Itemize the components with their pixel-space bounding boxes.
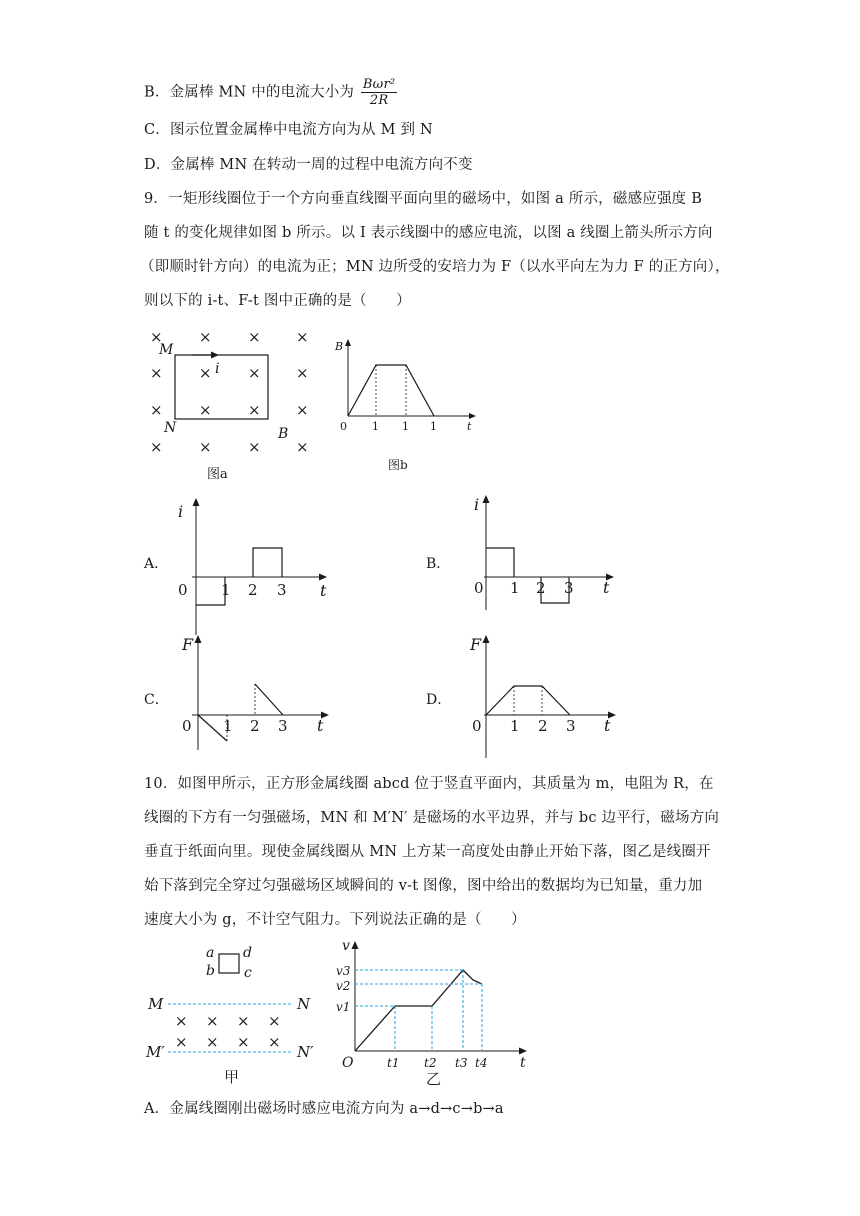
figure-jia-caption: 甲 <box>224 1068 240 1086</box>
tick-label: 1 <box>430 420 437 433</box>
x-label: t <box>317 716 324 735</box>
y-label: i <box>474 495 480 514</box>
label-b: b <box>206 963 215 979</box>
tick-label: 3 <box>564 579 574 597</box>
y-label: i <box>178 502 184 521</box>
label-a: a <box>206 945 215 961</box>
field-cross: × <box>248 438 261 456</box>
q9-option-b-label[interactable]: B． <box>426 556 451 572</box>
fraction-denominator: 2R <box>369 93 389 108</box>
y-label: F <box>470 635 482 654</box>
q9-option-d-label[interactable]: D． <box>426 692 452 708</box>
q9-option-c-graph[interactable] <box>174 630 344 760</box>
label-n: N <box>297 995 311 1013</box>
q9-line-2: 随 t 的变化规律如图 b 所示。以 I 表示线圈中的感应电流，以图 a 线圈上箭头所示方向 <box>144 225 713 241</box>
square-coil <box>219 954 239 973</box>
label-d: d <box>243 945 252 961</box>
tick-label: 2 <box>248 581 258 599</box>
field-cross: × <box>248 364 261 382</box>
fraction-numerator: Bωr² <box>362 77 396 92</box>
q8-option-d: D．金属棒 MN 在转动一周的过程中电流方向不变 <box>144 157 473 173</box>
tick-label: 1 <box>372 420 379 433</box>
q9-option-d-graph[interactable] <box>466 630 636 765</box>
field-cross: × <box>150 401 163 419</box>
i-t-curve <box>486 548 514 577</box>
q9-line-4: 则以下的 i-t、F-t 图中正确的是（ ） <box>144 293 411 309</box>
y-label: v <box>342 938 350 954</box>
tick-label: 0 <box>178 581 188 599</box>
field-cross: × <box>296 438 309 456</box>
x-label: t <box>604 716 611 735</box>
t1-label: t1 <box>387 1056 400 1070</box>
field-cross: × <box>268 1012 281 1030</box>
field-cross: × <box>296 328 309 346</box>
label-m: M <box>148 995 164 1013</box>
field-cross: × <box>150 328 163 346</box>
field-cross: × <box>150 438 163 456</box>
label-b-field: B <box>278 426 289 442</box>
label-n: N <box>164 420 177 436</box>
tick-label: 0 <box>340 420 347 433</box>
label-m-prime: M′ <box>146 1043 165 1061</box>
q10-figure-jia <box>140 940 320 1088</box>
q10-line-4: 始下落到完全穿过匀强磁场区域瞬间的 v-t 图像，图中给出的数据均为已知量，重力加 <box>144 878 703 894</box>
v3-label: v3 <box>336 964 351 978</box>
q10-line-2: 线圈的下方有一匀强磁场，MN 和 M′N′ 是磁场的水平边界，并与 bc 边平行，磁场方向 <box>144 810 720 826</box>
tick-label: 1 <box>510 717 520 735</box>
y-label: B <box>335 340 344 353</box>
tick-label: 2 <box>536 579 546 597</box>
q9-figure-b <box>330 335 480 470</box>
q8-option-b-text: B．金属棒 MN 中的电流大小为 <box>144 84 355 101</box>
tick-label: 1 <box>223 717 233 735</box>
field-cross: × <box>237 1033 250 1051</box>
v1-label: v1 <box>336 1000 351 1014</box>
figure-a-caption: 图a <box>207 467 228 482</box>
t3-label: t3 <box>455 1056 468 1070</box>
v2-label: v2 <box>336 979 351 993</box>
field-cross: × <box>150 364 163 382</box>
q10-option-a[interactable]: A．金属线圈刚出磁场时感应电流方向为 a→d→c→b→a <box>144 1101 504 1117</box>
b-t-curve <box>348 365 434 416</box>
field-cross: × <box>199 401 212 419</box>
q9-option-b-graph[interactable] <box>466 492 636 632</box>
tick-label: 2 <box>250 717 260 735</box>
tick-label: 1 <box>510 579 520 597</box>
x-label: t <box>520 1055 526 1071</box>
q9-option-c-label[interactable]: C． <box>144 692 169 708</box>
q8-option-b-fraction <box>361 77 397 108</box>
field-cross: × <box>199 364 212 382</box>
tick-label: 0 <box>472 717 482 735</box>
field-cross: × <box>268 1033 281 1051</box>
q10-line-3: 垂直于纸面向里。现使金属线圈从 MN 上方某一高度处由静止开始下落，图乙是线圈开 <box>144 844 711 860</box>
q9-option-a-graph[interactable] <box>170 495 340 635</box>
q10-figure-yi <box>332 936 537 1086</box>
tick-label: 1 <box>221 581 231 599</box>
f-t-curve <box>486 686 570 715</box>
tick-label: 3 <box>278 717 288 735</box>
q9-figure-a <box>140 325 320 485</box>
q9-line-1: 9．一矩形线圈位于一个方向垂直线圈平面向里的磁场中，如图 a 所示，磁感应强度 B <box>144 191 703 207</box>
t4-label: t4 <box>475 1056 488 1070</box>
tick-label: 2 <box>538 717 548 735</box>
x-label: t <box>467 420 472 433</box>
tick-label: 3 <box>277 581 287 599</box>
x-label: t <box>603 578 610 597</box>
tick-label: 1 <box>402 420 409 433</box>
tick-label: 0 <box>182 717 192 735</box>
label-m: M <box>159 342 174 358</box>
field-cross: × <box>199 328 212 346</box>
field-cross: × <box>296 364 309 382</box>
label-i: i <box>215 361 220 377</box>
field-cross: × <box>206 1033 219 1051</box>
field-cross: × <box>237 1012 250 1030</box>
q9-option-a-label[interactable]: A． <box>144 556 169 572</box>
q9-line-3: （即顺时针方向）的电流为正；MN 边所受的安培力为 F（以水平向左为力 F 的正方向）， <box>140 259 730 275</box>
field-cross: × <box>248 401 261 419</box>
field-cross: × <box>199 438 212 456</box>
tick-label: 0 <box>474 579 484 597</box>
field-cross: × <box>248 328 261 346</box>
q8-option-c: C．图示位置金属棒中电流方向为从 M 到 N <box>144 122 433 138</box>
x-label: t <box>320 581 327 600</box>
label-c: c <box>244 965 252 981</box>
origin-label: O <box>342 1055 354 1071</box>
figure-b-caption: 图b <box>388 458 408 472</box>
label-n-prime: N′ <box>297 1043 314 1061</box>
field-cross: × <box>206 1012 219 1030</box>
current-arrow-head <box>211 352 219 359</box>
field-cross: × <box>175 1033 188 1051</box>
figure-yi-caption: 乙 <box>426 1070 442 1088</box>
q10-line-1: 10．如图甲所示，正方形金属线圈 abcd 位于竖直平面内，其质量为 m，电阻为 R，在 <box>144 776 714 792</box>
q8-option-b <box>144 77 397 108</box>
q10-line-5: 速度大小为 g，不计空气阻力。下列说法正确的是（ ） <box>144 912 526 928</box>
tick-label: 3 <box>566 717 576 735</box>
field-cross: × <box>175 1012 188 1030</box>
field-cross: × <box>296 401 309 419</box>
y-label: F <box>182 635 194 654</box>
t2-label: t2 <box>424 1056 437 1070</box>
